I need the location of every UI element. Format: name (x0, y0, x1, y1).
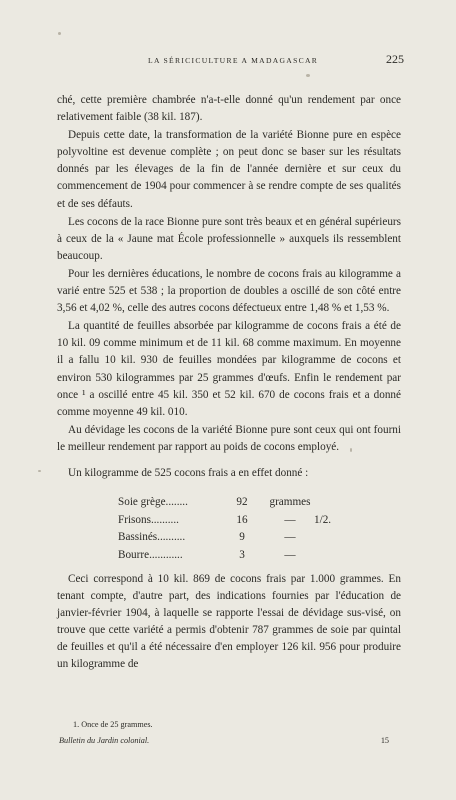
table-row (118, 529, 354, 547)
paper-speck (350, 448, 352, 452)
paragraph: Un kilogramme de 525 cocons frais a en effet donné : (68, 466, 309, 479)
paragraph: La quantité de feuilles absorbée par kilogramme de cocons frais a été de 10 kil. 09 comme minimum et de 11 kil. 68 comme maximum. En moyenne il a fallu 10 kil. 930 de feuilles mondées par kilogramme de cocons et environ 530 kilogrammes par 25 grammes d'œufs. Enfin le rendement par once ¹ a oscillé entre 45 kil. 350 et 52 kil. 670 de cocons frais et a donné comme moyenne 49 kil. 010. (57, 320, 401, 418)
running-title: LA SÉRICICULTURE A MADAGASCAR (148, 56, 319, 65)
table-row (118, 494, 354, 512)
table-cell-item: Soie grège........ (118, 496, 188, 508)
lower-text (57, 571, 401, 674)
table-cell-value: 9 (239, 531, 245, 543)
table-row (118, 512, 354, 530)
footer (59, 736, 389, 745)
paragraph: Depuis cette date, la transformation de la variété Bionne pure en espèce polyvoltine est devenue complète ; on peut donc se baser sur les résultats donnés par les élevages de la fin de l'année dernière et sur ceux du commencement de 1904 pour commencer à se rendre compte de ses qualités et de ses défauts. (57, 129, 401, 210)
table-cell-unit: — (284, 548, 296, 561)
paragraph: Les cocons de la race Bionne pure sont très beaux et en général supérieurs à ceux de la « Jaune mat École professionnelle » auxquels ils ressemblent beaucoup. (57, 215, 401, 262)
table-cell-extra (314, 494, 354, 512)
paper-speck (58, 32, 61, 35)
table-cell-unit: grammes (269, 496, 311, 508)
footnote: 1. Once de 25 grammes. (73, 720, 153, 729)
signature-mark: 15 (380, 736, 389, 745)
table-cell-value: 3 (239, 548, 245, 561)
table-cell-unit: — (284, 513, 296, 526)
table-cell-value: 92 (236, 496, 248, 508)
table-cell-item: Frisons.......... (118, 513, 179, 526)
paragraph: ché, cette première chambrée n'a-t-elle donné qu'un rendement par once relativement faible (38 kil. 187). (57, 94, 401, 124)
table-cell-extra (314, 547, 354, 565)
paper-speck (38, 470, 41, 472)
journal-title: Bulletin du Jardin colonial. (59, 736, 150, 745)
body-text (57, 92, 401, 483)
paper-speck (306, 74, 310, 77)
table-row (118, 547, 354, 565)
table-cell-item: Bourre............ (118, 548, 183, 561)
paragraph: Pour les dernières éducations, le nombre de cocons frais au kilogramme a varié entre 525 et 538 ; la proportion de doubles a oscillé de son côté entre 3,56 et 4,02 %, celle des autres cocons défectueux entre 1,48 % et 1,53 %. (57, 267, 401, 315)
running-head (58, 54, 404, 68)
table-cell-extra: 1/2. (314, 513, 332, 526)
paragraph: Ceci correspond à 10 kil. 869 de cocons frais par 1.000 grammes. En tenant compte, d'autre part, des indications fournies par l'éducation de janvier-février 1904, à laquelle se rapporte l'essai de dévidage sus-visé, on trouve que cette variété a permis d'obtenir 787 grammes de soie par quintal de feuilles et qu'il a été nécessaire d'en employer 126 kil. 956 pour produire un kilogramme de (57, 573, 401, 671)
table-cell-unit: — (284, 531, 296, 543)
yield-table (118, 494, 354, 564)
table-cell-extra (314, 529, 354, 547)
page-number: 225 (386, 52, 404, 66)
table-cell-item: Bassinés.......... (118, 531, 186, 543)
paragraph: Au dévidage les cocons de la variété Bionne pure sont ceux qui ont fourni le meilleur rendement par rapport au poids de cocons employé. (57, 423, 401, 453)
table-cell-value: 16 (236, 513, 248, 526)
